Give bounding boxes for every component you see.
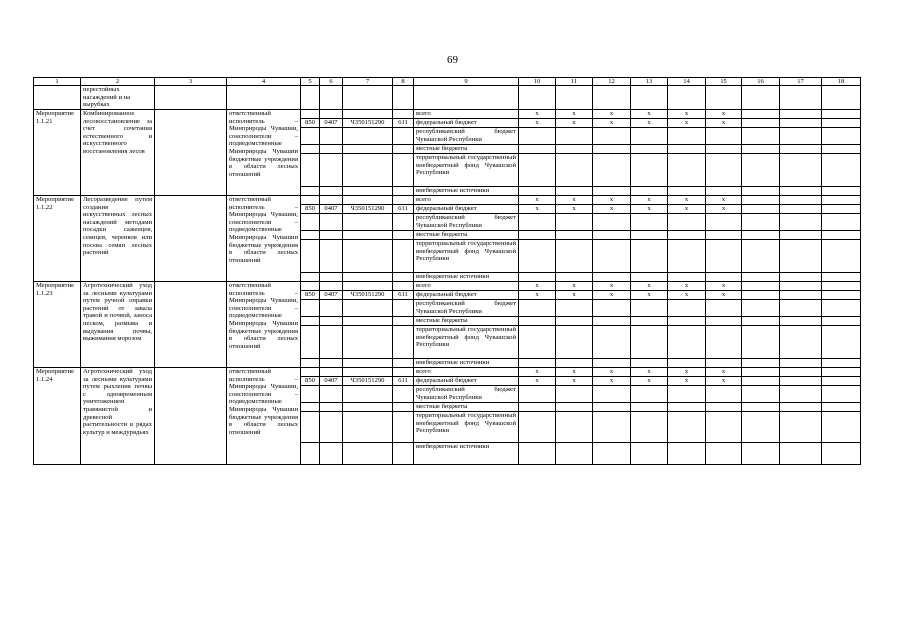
x-mark: x bbox=[706, 119, 742, 128]
column-number: 15 bbox=[706, 78, 742, 86]
funding-source-label: всего bbox=[414, 368, 519, 377]
x-mark: x bbox=[593, 119, 631, 128]
program-table bbox=[33, 77, 861, 465]
funding-source-label: территориальный государственный внебюджетный фонд Чувашской Республики bbox=[414, 326, 519, 359]
funding-source-label: федеральный бюджет bbox=[414, 119, 519, 128]
code-vr: 611 bbox=[393, 291, 414, 300]
funding-source-label: республиканский бюджет Чувашской Республики bbox=[414, 300, 519, 317]
x-mark: x bbox=[668, 110, 706, 119]
code-rzpr: 0407 bbox=[320, 291, 343, 300]
empty-cell bbox=[155, 196, 227, 282]
header-row bbox=[34, 78, 861, 86]
x-mark: x bbox=[519, 110, 556, 119]
x-mark: x bbox=[519, 282, 556, 291]
funding-source-label: внебюджетные источники bbox=[414, 187, 519, 196]
code-rzpr: 0407 bbox=[320, 119, 343, 128]
x-mark: x bbox=[556, 291, 593, 300]
x-mark: x bbox=[556, 282, 593, 291]
x-mark: x bbox=[668, 368, 706, 377]
column-number: 5 bbox=[301, 78, 320, 86]
x-mark: x bbox=[556, 377, 593, 386]
x-mark: x bbox=[556, 368, 593, 377]
column-number: 18 bbox=[822, 78, 861, 86]
column-number: 11 bbox=[556, 78, 593, 86]
column-number: 12 bbox=[593, 78, 631, 86]
column-number: 2 bbox=[81, 78, 155, 86]
table-row bbox=[34, 196, 861, 205]
column-number: 6 bbox=[320, 78, 343, 86]
x-mark: x bbox=[631, 119, 668, 128]
x-mark: x bbox=[556, 196, 593, 205]
table-row bbox=[34, 368, 861, 377]
column-number: 17 bbox=[780, 78, 822, 86]
x-mark: x bbox=[706, 291, 742, 300]
x-mark: x bbox=[631, 291, 668, 300]
x-mark: x bbox=[519, 368, 556, 377]
x-mark: x bbox=[631, 282, 668, 291]
x-mark: x bbox=[556, 110, 593, 119]
event-id: Мероприятие 1.1.22 bbox=[34, 196, 81, 282]
x-mark: x bbox=[706, 205, 742, 214]
empty-cell bbox=[155, 282, 227, 368]
column-number: 7 bbox=[343, 78, 393, 86]
code-rzpr: 0407 bbox=[320, 205, 343, 214]
x-mark: x bbox=[519, 119, 556, 128]
x-mark: x bbox=[706, 196, 742, 205]
x-mark: x bbox=[519, 377, 556, 386]
x-mark: x bbox=[519, 205, 556, 214]
x-mark: x bbox=[593, 196, 631, 205]
x-mark: x bbox=[668, 291, 706, 300]
funding-source-label: республиканский бюджет Чувашской Республики bbox=[414, 128, 519, 145]
continuation-text: перестойных насаждений и на вырубках bbox=[81, 86, 155, 110]
funding-source-label: республиканский бюджет Чувашской Республики bbox=[414, 214, 519, 231]
executor: ответственный исполнитель – Минприроды Чувашии, соисполнители – подведомственные Минприроды Чувашии бюджетные учреждения в области лесных отношений bbox=[227, 196, 301, 282]
funding-source-label: местные бюджеты bbox=[414, 317, 519, 326]
empty-cell bbox=[155, 110, 227, 196]
code-csr: Ч350151290 bbox=[343, 119, 393, 128]
code-rzpr: 0407 bbox=[320, 377, 343, 386]
x-mark: x bbox=[668, 377, 706, 386]
x-mark: x bbox=[631, 377, 668, 386]
code-csr: Ч350151290 bbox=[343, 205, 393, 214]
funding-source-label: всего bbox=[414, 110, 519, 119]
code-csr: Ч350151290 bbox=[343, 291, 393, 300]
funding-source-label: республиканский бюджет Чувашской Республики bbox=[414, 386, 519, 403]
event-name: Лесоразведение путем создания искусственных лесных насаждений методами посадки саженцев, сеянцев, черенков или посева семян лесных растений bbox=[81, 196, 155, 282]
column-number: 14 bbox=[668, 78, 706, 86]
code-csr: Ч350151290 bbox=[343, 377, 393, 386]
x-mark: x bbox=[668, 119, 706, 128]
event-name: Комбинированное лесовосстановление за счет сочетания естественного и искусственного восстановления лесов bbox=[81, 110, 155, 196]
column-number: 8 bbox=[393, 78, 414, 86]
column-number: 3 bbox=[155, 78, 227, 86]
code-vr: 611 bbox=[393, 377, 414, 386]
executor: ответственный исполнитель – Минприроды Чувашии, соисполнители – подведомственные Минприроды Чувашии бюджетные учреждения в области лесных отношений bbox=[227, 110, 301, 196]
code-grbs: 850 bbox=[301, 291, 320, 300]
x-mark: x bbox=[706, 282, 742, 291]
code-grbs: 850 bbox=[301, 377, 320, 386]
empty-cell bbox=[155, 368, 227, 465]
x-mark: x bbox=[519, 291, 556, 300]
page-number: 69 bbox=[447, 54, 458, 66]
event-id: Мероприятие 1.1.24 bbox=[34, 368, 81, 465]
event-name: Агротехнический уход за лесными культурами путем рыхления почвы с одновременным уничтожением травянистой и древесной растительности в рядах культур и междурядьях bbox=[81, 368, 155, 465]
x-mark: x bbox=[668, 205, 706, 214]
x-mark: x bbox=[631, 205, 668, 214]
continuation-row bbox=[34, 86, 861, 110]
funding-source-label: местные бюджеты bbox=[414, 403, 519, 412]
code-grbs: 850 bbox=[301, 119, 320, 128]
funding-source-label: внебюджетные источники bbox=[414, 359, 519, 368]
column-number: 9 bbox=[414, 78, 519, 86]
funding-source-label: федеральный бюджет bbox=[414, 291, 519, 300]
table-row bbox=[34, 110, 861, 119]
x-mark: x bbox=[593, 205, 631, 214]
funding-source-label: территориальный государственный внебюджетный фонд Чувашской Республики bbox=[414, 154, 519, 187]
x-mark: x bbox=[593, 110, 631, 119]
x-mark: x bbox=[556, 205, 593, 214]
funding-source-label: территориальный государственный внебюджетный фонд Чувашской Республики bbox=[414, 240, 519, 273]
event-id: Мероприятие 1.1.21 bbox=[34, 110, 81, 196]
x-mark: x bbox=[556, 119, 593, 128]
code-vr: 611 bbox=[393, 205, 414, 214]
x-mark: x bbox=[668, 282, 706, 291]
x-mark: x bbox=[593, 368, 631, 377]
x-mark: x bbox=[668, 196, 706, 205]
x-mark: x bbox=[519, 196, 556, 205]
funding-source-label: федеральный бюджет bbox=[414, 377, 519, 386]
x-mark: x bbox=[706, 368, 742, 377]
x-mark: x bbox=[631, 368, 668, 377]
column-number: 16 bbox=[742, 78, 780, 86]
x-mark: x bbox=[593, 377, 631, 386]
event-name: Агротехнический уход за лесными культурами путем ручной оправки растений от завала травой и почвой, заноса песком, размыва и выдувания почвы, выжимания морозом bbox=[81, 282, 155, 368]
x-mark: x bbox=[631, 196, 668, 205]
x-mark: x bbox=[631, 110, 668, 119]
table-row bbox=[34, 282, 861, 291]
funding-source-label: местные бюджеты bbox=[414, 231, 519, 240]
x-mark: x bbox=[706, 110, 742, 119]
column-number: 10 bbox=[519, 78, 556, 86]
column-number: 4 bbox=[227, 78, 301, 86]
funding-source-label: территориальный государственный внебюджетный фонд Чувашской Республики bbox=[414, 412, 519, 443]
funding-source-label: всего bbox=[414, 282, 519, 291]
x-mark: x bbox=[593, 282, 631, 291]
funding-source-label: федеральный бюджет bbox=[414, 205, 519, 214]
x-mark: x bbox=[706, 377, 742, 386]
funding-source-label: внебюджетные источники bbox=[414, 273, 519, 282]
executor: ответственный исполнитель – Минприроды Чувашии, соисполнители – подведомственные Минприроды Чувашии бюджетные учреждения в области лесных отношений bbox=[227, 368, 301, 465]
event-id: Мероприятие 1.1.23 bbox=[34, 282, 81, 368]
funding-source-label: всего bbox=[414, 196, 519, 205]
column-number: 13 bbox=[631, 78, 668, 86]
x-mark: x bbox=[593, 291, 631, 300]
funding-source-label: внебюджетные источники bbox=[414, 443, 519, 465]
funding-source-label: местные бюджеты bbox=[414, 145, 519, 154]
executor: ответственный исполнитель – Минприроды Чувашии, соисполнители – подведомственные Минприроды Чувашии бюджетные учреждения в области лесных отношений bbox=[227, 282, 301, 368]
column-number: 1 bbox=[34, 78, 81, 86]
code-vr: 611 bbox=[393, 119, 414, 128]
code-grbs: 850 bbox=[301, 205, 320, 214]
